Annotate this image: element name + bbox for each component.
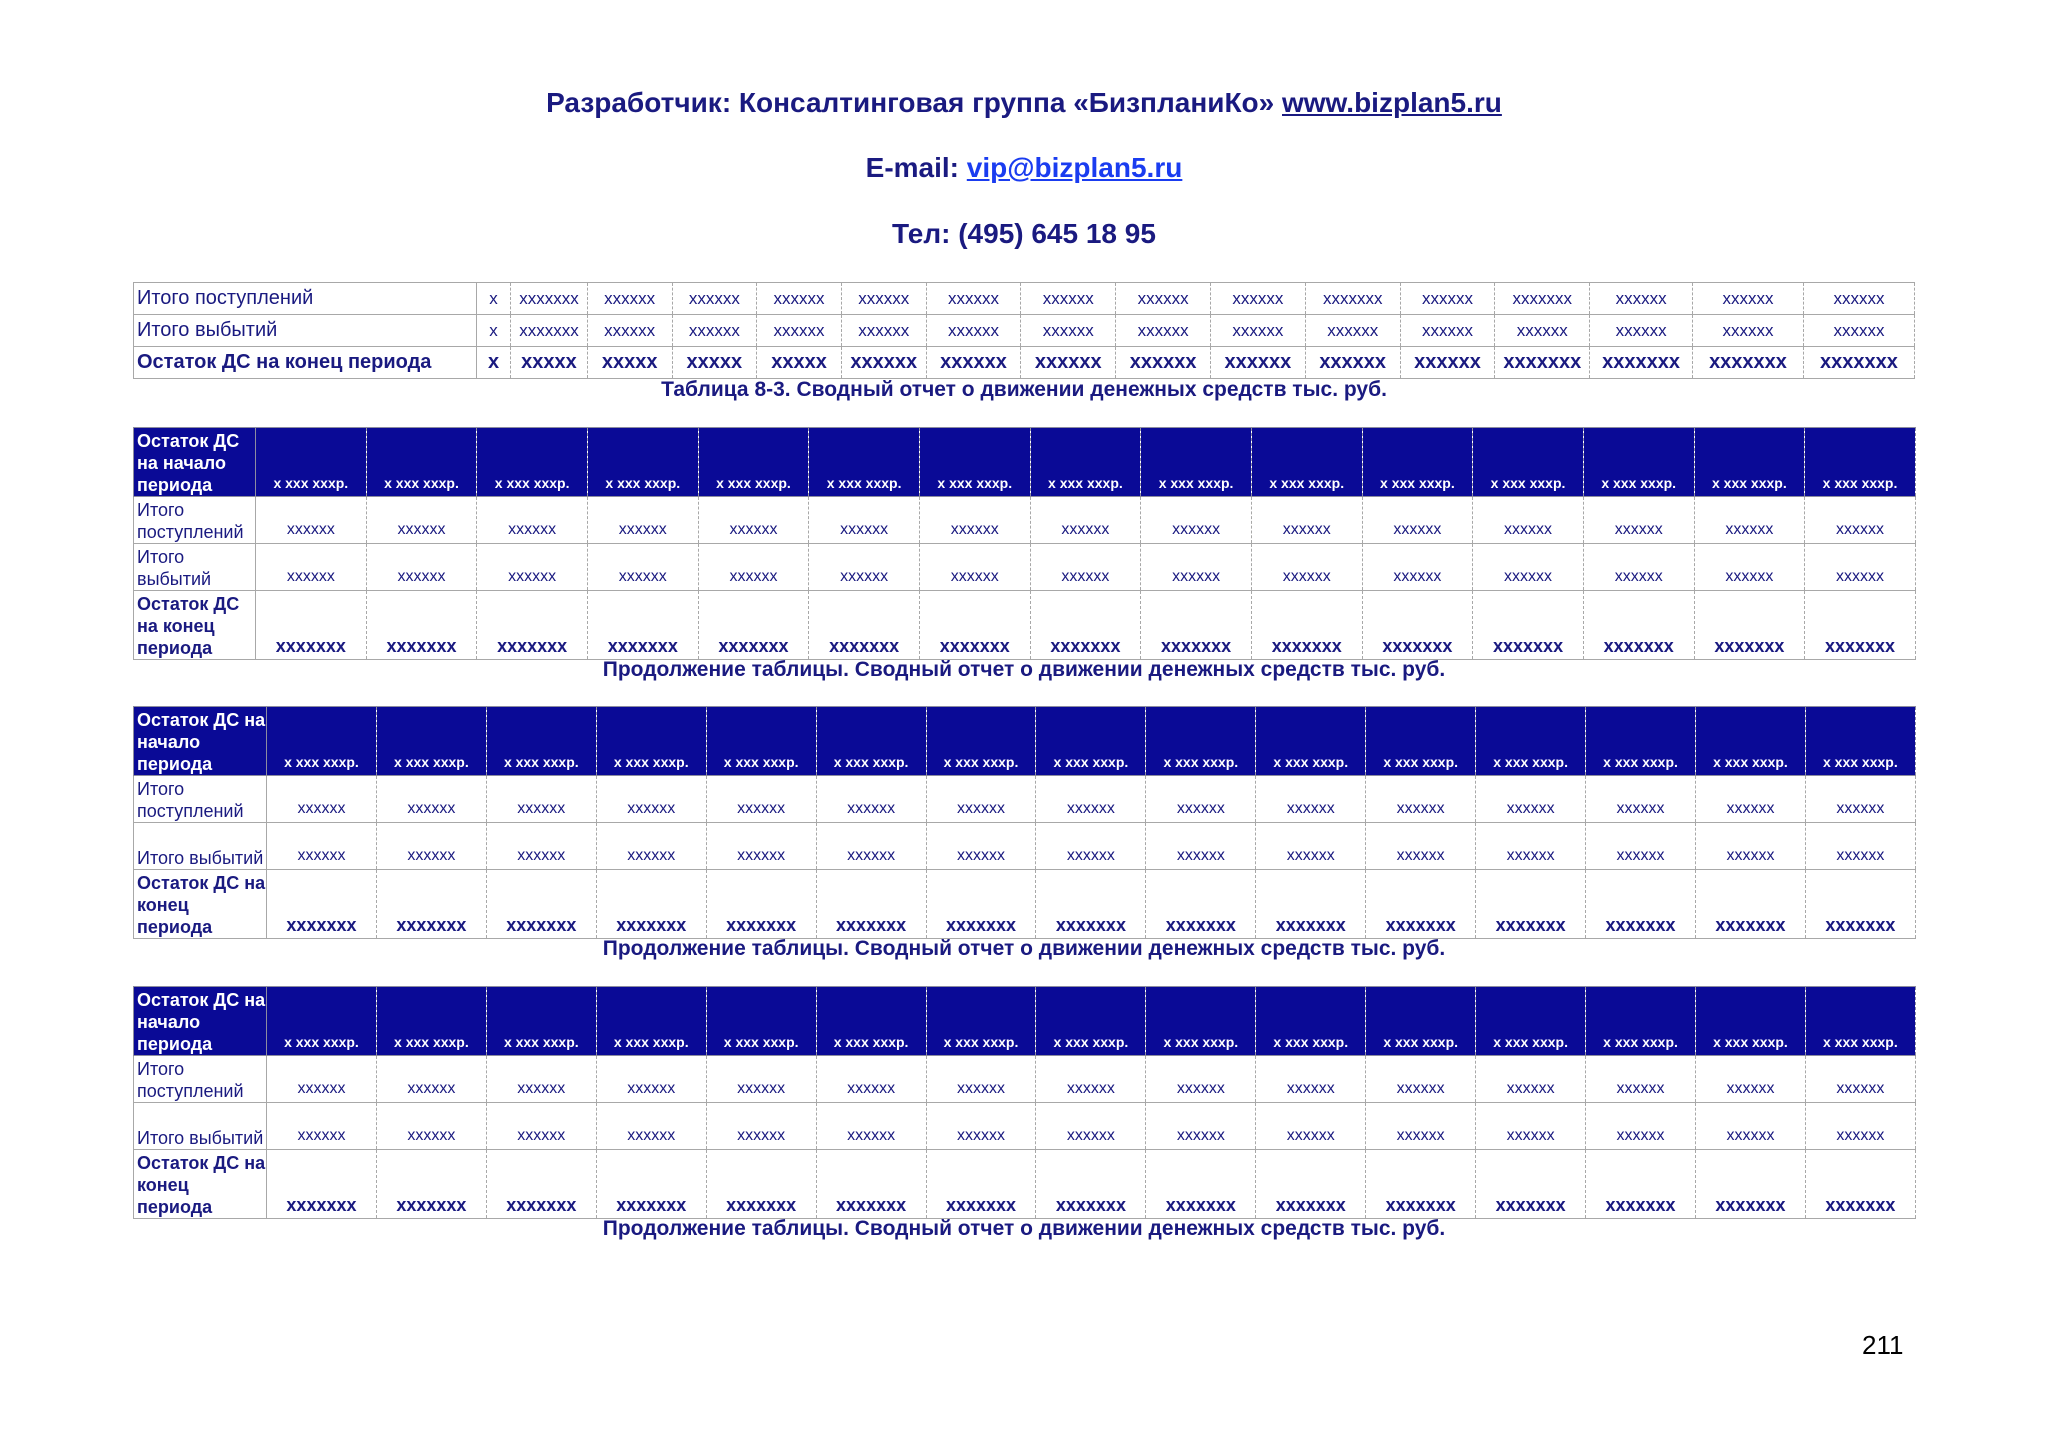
table-cell: xxxxxx	[1021, 315, 1116, 347]
table-cell: xxxxxxx	[267, 870, 377, 939]
table-cell: xxxxxx	[1694, 544, 1805, 591]
table-cell: xxxxxx	[1803, 283, 1914, 315]
table-cell: x xxx xxxр.	[486, 707, 596, 776]
table-cell: xxxxxxx	[1256, 870, 1366, 939]
table-cell: x xxx xxxр.	[809, 428, 920, 497]
table-cell: xxxxxx	[672, 315, 757, 347]
table-cell: xxxxxx	[1805, 497, 1916, 544]
table-cell: x xxx xxxр.	[596, 707, 706, 776]
ending-balance-row	[134, 591, 1916, 660]
table-cell: xxxxxx	[1583, 497, 1694, 544]
table-cell: xxxxx	[757, 347, 842, 379]
cashflow-summary-table	[133, 282, 1915, 379]
table-cell: x xxx xxxр.	[267, 987, 377, 1056]
table-cell: x xxx xxxр.	[486, 987, 596, 1056]
table-cell: x xxx xxxр.	[1141, 428, 1252, 497]
row-label: Остаток ДС на начало периода	[134, 707, 267, 776]
developer-line	[0, 86, 2048, 120]
table-cell: x xxx xxxр.	[1586, 987, 1696, 1056]
table-cell: xxxxxxx	[1476, 1150, 1586, 1219]
row-label: Остаток ДС на начало периода	[134, 428, 256, 497]
table-cell: xxxxxxx	[698, 591, 809, 660]
table-cell: x xxx xxxр.	[1473, 428, 1584, 497]
table-cell: xxxxxx	[596, 1056, 706, 1103]
table-cell: xxxxxx	[1211, 315, 1306, 347]
income-row	[134, 497, 1916, 544]
table-cell: x xxx xxxр.	[1030, 428, 1141, 497]
table-cell: xxxxxx	[926, 283, 1021, 315]
income-row	[134, 1056, 1916, 1103]
table-cell: xxxxxx	[1362, 544, 1473, 591]
table-cell: xxxxxx	[1586, 776, 1696, 823]
table-cell: x xxx xxxр.	[267, 707, 377, 776]
table-cell: xxxxxxx	[256, 591, 367, 660]
table-cell: xxxxxx	[1305, 315, 1400, 347]
table-cell: x xxx xxxр.	[1256, 707, 1366, 776]
header-row	[134, 707, 1916, 776]
table-cell: xxxxxx	[1036, 823, 1146, 870]
table-cell: x xxx xxxр.	[1695, 707, 1805, 776]
table-cell: x xxx xxxр.	[1036, 707, 1146, 776]
table-cell: xxxxxx	[1366, 776, 1476, 823]
table-row	[134, 347, 1915, 379]
table-cell: xxxxxx	[706, 776, 816, 823]
table-cell: xxxxxxx	[376, 1150, 486, 1219]
table-cell: xxxxxxx	[267, 1150, 377, 1219]
row-label: Остаток ДС на начало периода	[134, 987, 267, 1056]
ending-balance-row	[134, 870, 1916, 939]
table-cell: xxxxxxx	[706, 1150, 816, 1219]
table-cell: xxxxxx	[1805, 823, 1915, 870]
table-cell: xxxxxx	[1400, 315, 1495, 347]
table-cell: xxxxxxx	[1695, 1150, 1805, 1219]
table-cell: x xxx xxxр.	[926, 707, 1036, 776]
table-cell: xxxxxx	[1803, 315, 1914, 347]
table-cell: xxxxxx	[1251, 497, 1362, 544]
phone-line: Тел: (495) 645 18 95	[892, 218, 1156, 249]
table-cell: xxxxxx	[267, 1056, 377, 1103]
table-cell: xxxxxxx	[1495, 347, 1590, 379]
table-cell: xxxxxxx	[1362, 591, 1473, 660]
table-cell: xxxxx	[587, 347, 672, 379]
row-label: Итого поступлений	[134, 283, 477, 315]
table-cell: xxxxxx	[926, 1103, 1036, 1150]
table-cell: xxxxxxx	[1141, 591, 1252, 660]
table-cell: x xxx xxxр.	[587, 428, 698, 497]
table-cell: x xxx xxxр.	[1805, 428, 1916, 497]
table-cell: x xxx xxxр.	[376, 987, 486, 1056]
table-cell: xxxxxx	[1476, 776, 1586, 823]
table-cell: xxxxxx	[1805, 776, 1915, 823]
table-cell: xxxxxx	[757, 283, 842, 315]
email-link[interactable]: vip@bizplan5.ru	[966, 152, 1183, 183]
table-cell: x xxx xxxр.	[1805, 707, 1915, 776]
table-cell: xxxxxx	[809, 497, 920, 544]
table-cell: xxxxxxx	[1366, 870, 1476, 939]
table-cell: xxxxxx	[1694, 497, 1805, 544]
table-cell: xxxxxx	[1036, 776, 1146, 823]
table-cell: xxxxxx	[1476, 1103, 1586, 1150]
table-cell: x xxx xxxр.	[706, 987, 816, 1056]
table-cell: xxxxxx	[1256, 1103, 1366, 1150]
table-cell: x	[476, 347, 510, 379]
table-cell: xxxxxx	[698, 497, 809, 544]
table-cell: xxxxxx	[926, 315, 1021, 347]
table-cell: x xxx xxxр.	[1695, 987, 1805, 1056]
email-label: E-mail:	[865, 152, 959, 183]
table-cell: xxxxxx	[477, 497, 588, 544]
table-cell: xxxxxx	[1495, 315, 1590, 347]
table-cell: xxxxxx	[1805, 1103, 1915, 1150]
table-cell: xxxxxx	[1473, 544, 1584, 591]
table-cell: x xxx xxxр.	[1362, 428, 1473, 497]
table-cell: xxxxxx	[1251, 544, 1362, 591]
table-cell: x xxx xxxр.	[1476, 987, 1586, 1056]
table-cell: x xxx xxxр.	[816, 987, 926, 1056]
table-cell: x xxx xxxр.	[1805, 987, 1915, 1056]
row-label: Итого выбытий	[134, 1103, 267, 1150]
table-cell: xxxxxx	[587, 283, 672, 315]
table-cell: xxxxxx	[706, 823, 816, 870]
row-label: Итого поступлений	[134, 1056, 267, 1103]
table-cell: x xxx xxxр.	[1036, 987, 1146, 1056]
outflow-row	[134, 823, 1916, 870]
table-cell: xxxxxxx	[1586, 1150, 1696, 1219]
table-cell: xxxxxx	[596, 1103, 706, 1150]
table-cell: xxxxxx	[587, 497, 698, 544]
table-cell: xxxxxx	[1146, 1056, 1256, 1103]
table-cell: xxxxxxx	[1695, 870, 1805, 939]
table-cell: xxxxxx	[1036, 1103, 1146, 1150]
table-cell: xxxxxxx	[477, 591, 588, 660]
row-label: Остаток ДС на конец периода	[134, 870, 267, 939]
table-cell: xxxxxx	[376, 776, 486, 823]
table-caption: Таблица 8-3. Сводный отчет о движении денежных средств тыс. руб.	[661, 378, 1387, 401]
table-cell: x xxx xxxр.	[698, 428, 809, 497]
table-cell: xxxxxx	[486, 1103, 596, 1150]
table-cell: xxxxxxx	[1694, 591, 1805, 660]
page-number: 211	[1862, 1330, 1904, 1360]
table-cell: xxxxxx	[1036, 1056, 1146, 1103]
table-cell: xxxxxx	[1586, 1103, 1696, 1150]
table-cell: xxxxxx	[926, 1056, 1036, 1103]
table-cell: xxxxxxx	[1803, 347, 1914, 379]
row-label: Итого выбытий	[134, 315, 477, 347]
table-cell: x xxx xxxр.	[256, 428, 367, 497]
table-cell: xxxxxx	[919, 497, 1030, 544]
row-label: Итого поступлений	[134, 497, 256, 544]
table-cell: xxxxxxx	[1495, 283, 1590, 315]
table-cell: xxxxxx	[267, 823, 377, 870]
table-cell: xxxxxx	[1021, 283, 1116, 315]
table-cell: xxxxxxx	[1036, 870, 1146, 939]
table-cell: xxxxxx	[1141, 544, 1252, 591]
table-cell: xxxxxxx	[1805, 1150, 1915, 1219]
table-cell: xxxxxx	[1586, 1056, 1696, 1103]
table-cell: xxxxxx	[1366, 1103, 1476, 1150]
table-cell: xxxxxx	[1476, 1056, 1586, 1103]
table-cell: xxxxxxx	[587, 591, 698, 660]
continuation-table-3	[133, 986, 1916, 1219]
header-row	[134, 987, 1916, 1056]
table-cell: x xxx xxxр.	[1366, 707, 1476, 776]
table-cell: xxxxxx	[841, 283, 926, 315]
table-cell: xxxxxx	[486, 823, 596, 870]
table-cell: xxxxxx	[486, 1056, 596, 1103]
table-cell: xxxxxxx	[596, 870, 706, 939]
table-cell: x xxx xxxр.	[366, 428, 477, 497]
table-cell: xxxxxxx	[486, 870, 596, 939]
table-cell: xxxxxxx	[1030, 591, 1141, 660]
table-cell: xxxxxx	[1586, 823, 1696, 870]
continuation-caption-2: Продолжение таблицы. Сводный отчет о движении денежных средств тыс. руб.	[602, 937, 1446, 960]
table-cell: xxxxxxx	[511, 315, 588, 347]
table-cell: xxxxxx	[926, 776, 1036, 823]
table-cell: x xxx xxxр.	[1694, 428, 1805, 497]
continuation-table-1	[133, 427, 1916, 660]
table-cell: x	[476, 315, 510, 347]
table-cell: xxxxxx	[1146, 776, 1256, 823]
table-row	[134, 283, 1915, 315]
table-cell: xxxxxx	[1366, 823, 1476, 870]
table-cell: xxxxxxx	[596, 1150, 706, 1219]
table-cell: xxxxxx	[1590, 315, 1693, 347]
table-cell: x xxx xxxр.	[1476, 707, 1586, 776]
table-cell: xxxxxxx	[1590, 347, 1693, 379]
table-cell: x xxx xxxр.	[1586, 707, 1696, 776]
table-cell: x xxx xxxр.	[477, 428, 588, 497]
table-cell: xxxxxx	[366, 497, 477, 544]
table-cell: xxxxxx	[816, 776, 926, 823]
table-cell: x xxx xxxр.	[1583, 428, 1694, 497]
row-label: Остаток ДС на конец периода	[134, 347, 477, 379]
table-cell: xxxxxxx	[919, 591, 1030, 660]
table-cell: xxxxxx	[757, 315, 842, 347]
table-cell: xxxxxx	[477, 544, 588, 591]
table-cell: xxxxxx	[486, 776, 596, 823]
table-cell: xxxxxx	[1400, 283, 1495, 315]
table-cell: xxxxxxx	[1305, 283, 1400, 315]
table-cell: xxxxxxx	[809, 591, 920, 660]
table-cell: xxxxxx	[1116, 283, 1211, 315]
table-cell: xxxxxx	[1030, 497, 1141, 544]
table-cell: x xxx xxxр.	[596, 987, 706, 1056]
table-cell: xxxxxxx	[366, 591, 477, 660]
table-cell: xxxxxx	[1695, 823, 1805, 870]
table-cell: xxxxxx	[1021, 347, 1116, 379]
income-row	[134, 776, 1916, 823]
table-cell: xxxxxx	[1211, 283, 1306, 315]
table-cell: xxxxxxx	[926, 870, 1036, 939]
table-cell: x xxx xxxр.	[1146, 987, 1256, 1056]
table-cell: xxxxxx	[1805, 544, 1916, 591]
row-label: Итого выбытий	[134, 823, 267, 870]
row-label: Итого поступлений	[134, 776, 267, 823]
table-cell: xxxxxx	[366, 544, 477, 591]
email-line	[0, 151, 2048, 185]
table-cell: xxxxxxx	[1146, 1150, 1256, 1219]
table-cell: xxxxxxx	[1476, 870, 1586, 939]
ending-balance-row	[134, 1150, 1916, 1219]
table-cell: xxxxx	[511, 347, 588, 379]
table-cell: xxxxxxx	[706, 870, 816, 939]
table-cell: xxxxxx	[267, 1103, 377, 1150]
table-cell: xxxxxx	[376, 823, 486, 870]
table-cell: xxxxxx	[1146, 823, 1256, 870]
table-cell: xxxxxx	[1146, 1103, 1256, 1150]
table-cell: xxxxxx	[596, 776, 706, 823]
table-cell: x xxx xxxр.	[706, 707, 816, 776]
outflow-row	[134, 544, 1916, 591]
table-cell: xxxxxx	[256, 544, 367, 591]
table-cell: xxxxxxx	[926, 1150, 1036, 1219]
table-cell: xxxxxx	[672, 283, 757, 315]
outflow-row	[134, 1103, 1916, 1150]
table-cell: xxxxxx	[1256, 1056, 1366, 1103]
table-cell: xxxxxx	[706, 1056, 816, 1103]
table-cell: xxxxxx	[376, 1103, 486, 1150]
table-cell: x xxx xxxр.	[376, 707, 486, 776]
table-cell: xxxxxx	[1116, 315, 1211, 347]
table-cell: xxxxxx	[1366, 1056, 1476, 1103]
table-cell: xxxxxxx	[1251, 591, 1362, 660]
table-cell: xxxxxx	[841, 347, 926, 379]
table-cell: xxxxxx	[1693, 315, 1804, 347]
table-cell: xxxxxx	[376, 1056, 486, 1103]
table-cell: xxxxxxx	[1146, 870, 1256, 939]
table-cell: x xxx xxxр.	[1251, 428, 1362, 497]
table-cell: xxxxxx	[1211, 347, 1306, 379]
continuation-table-2	[133, 706, 1916, 939]
table-cell: x xxx xxxр.	[1146, 707, 1256, 776]
table-cell: xxxxxxx	[376, 870, 486, 939]
table-row	[134, 315, 1915, 347]
table-cell: xxxxxx	[816, 1103, 926, 1150]
table-cell: xxxxxx	[1695, 1103, 1805, 1150]
table-cell: xxxxxx	[926, 823, 1036, 870]
table-cell: xxxxxxx	[1693, 347, 1804, 379]
table-cell: xxxxxx	[1695, 1056, 1805, 1103]
table-cell: xxxxxx	[587, 544, 698, 591]
table-cell: xxxxxx	[1362, 497, 1473, 544]
table-cell: xxxxxx	[1256, 823, 1366, 870]
table-cell: xxxxxx	[926, 347, 1021, 379]
table-cell: xxxxxx	[256, 497, 367, 544]
table-cell: xxxxxxx	[1036, 1150, 1146, 1219]
table-cell: xxxxxx	[1583, 544, 1694, 591]
table-cell: xxxxxxx	[1586, 870, 1696, 939]
table-cell: xxxxxx	[1256, 776, 1366, 823]
row-label: Остаток ДС на конец периода	[134, 591, 256, 660]
table-cell: xxxxxx	[1695, 776, 1805, 823]
header-row	[134, 428, 1916, 497]
table-cell: xxxxxxx	[511, 283, 588, 315]
table-cell: xxxxxx	[1305, 347, 1400, 379]
table-cell: x	[476, 283, 510, 315]
developer-label: Разработчик: Консалтинговая группа «БизпланиКо»	[546, 87, 1275, 118]
row-label: Итого выбытий	[134, 544, 256, 591]
table-cell: x xxx xxxр.	[919, 428, 1030, 497]
table-cell: xxxxxxx	[1583, 591, 1694, 660]
table-cell: xxxxxx	[919, 544, 1030, 591]
table-cell: xxxxxx	[1400, 347, 1495, 379]
table-cell: xxxxxxx	[1473, 591, 1584, 660]
developer-link[interactable]: www.bizplan5.ru	[1282, 87, 1502, 118]
table-cell: x xxx xxxр.	[816, 707, 926, 776]
table-cell: xxxxxx	[816, 823, 926, 870]
table-cell: xxxxx	[672, 347, 757, 379]
table-cell: xxxxxxx	[486, 1150, 596, 1219]
table-cell: xxxxxx	[587, 315, 672, 347]
table-cell: xxxxxx	[267, 776, 377, 823]
table-cell: xxxxxx	[1693, 283, 1804, 315]
table-cell: xxxxxx	[698, 544, 809, 591]
table-cell: xxxxxx	[1590, 283, 1693, 315]
row-label: Остаток ДС на конец периода	[134, 1150, 267, 1219]
table-cell: xxxxxxx	[1805, 591, 1916, 660]
continuation-caption-1: Продолжение таблицы. Сводный отчет о движении денежных средств тыс. руб.	[602, 658, 1446, 681]
table-cell: xxxxxx	[706, 1103, 816, 1150]
table-cell: xxxxxx	[1476, 823, 1586, 870]
table-cell: xxxxxxx	[1366, 1150, 1476, 1219]
table-cell: xxxxxx	[841, 315, 926, 347]
table-cell: xxxxxxx	[816, 1150, 926, 1219]
continuation-caption-3: Продолжение таблицы. Сводный отчет о движении денежных средств тыс. руб.	[602, 1217, 1446, 1240]
table-cell: xxxxxx	[1116, 347, 1211, 379]
table-cell: xxxxxx	[1030, 544, 1141, 591]
table-cell: xxxxxx	[809, 544, 920, 591]
table-cell: xxxxxxx	[816, 870, 926, 939]
table-cell: xxxxxx	[1473, 497, 1584, 544]
table-cell: x xxx xxxр.	[1366, 987, 1476, 1056]
table-cell: xxxxxxx	[1256, 1150, 1366, 1219]
table-cell: xxxxxx	[596, 823, 706, 870]
table-cell: xxxxxx	[1805, 1056, 1915, 1103]
table-cell: x xxx xxxр.	[926, 987, 1036, 1056]
table-cell: xxxxxx	[1141, 497, 1252, 544]
table-cell: x xxx xxxр.	[1256, 987, 1366, 1056]
table-cell: xxxxxxx	[1805, 870, 1915, 939]
table-cell: xxxxxx	[816, 1056, 926, 1103]
